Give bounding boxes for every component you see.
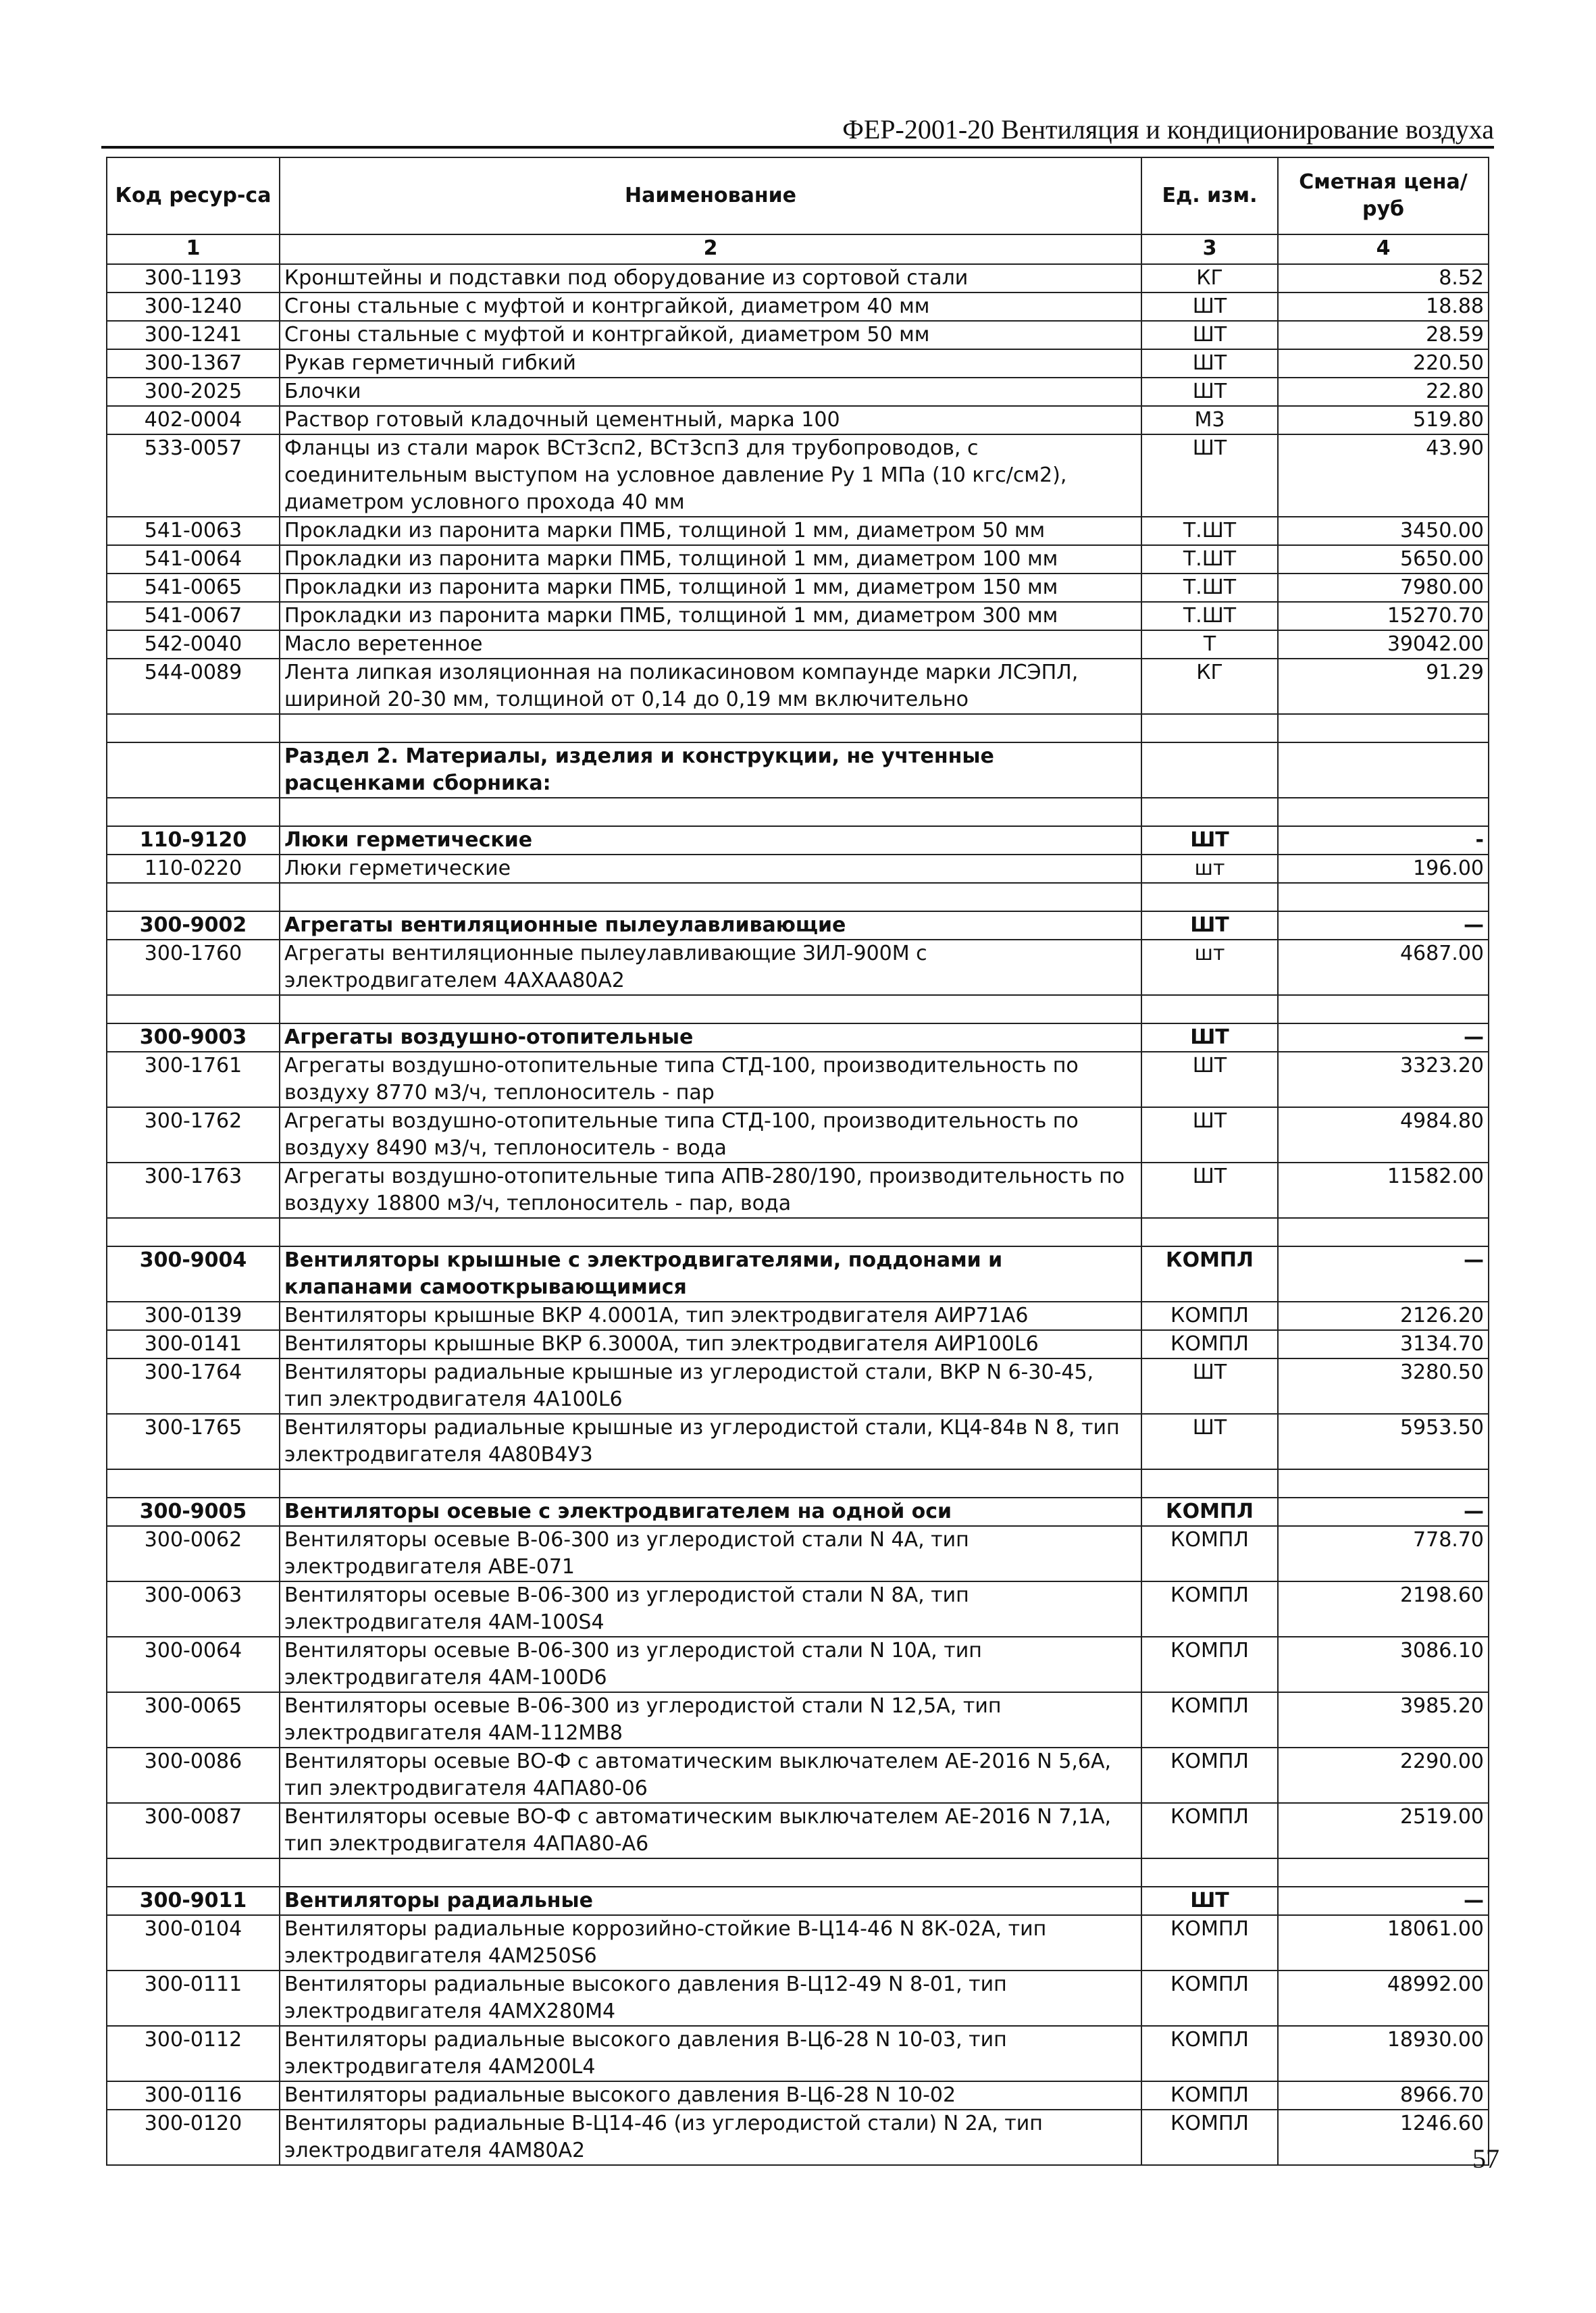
cell-name: Агрегаты воздушно-отопительные [280, 1023, 1141, 1052]
group-row [107, 1887, 1489, 1915]
cell-price: 5650.00 [1278, 545, 1489, 574]
cell-unit: КОМПЛ [1141, 2110, 1278, 2165]
table-row [107, 2026, 1489, 2081]
table-row [107, 293, 1489, 321]
cell-name: Агрегаты воздушно-отопительные типа АПВ-280/190, производительность по воздуху 18800 м3/ч, теплоноситель - пар, вода [280, 1163, 1141, 1218]
cell-price [1278, 883, 1489, 911]
cell-price [1278, 1858, 1489, 1887]
cell-price: — [1278, 1023, 1489, 1052]
cell-code [107, 1858, 280, 1887]
section-row [107, 742, 1489, 798]
cell-unit: ШТ [1141, 1163, 1278, 1218]
cell-code: 402-0004 [107, 406, 280, 434]
spacer-row [107, 1218, 1489, 1246]
cell-unit [1141, 798, 1278, 826]
table-header-row [107, 157, 1489, 234]
header-rule [101, 146, 1494, 149]
spacer-row [107, 1469, 1489, 1498]
group-row [107, 1498, 1489, 1526]
cell-price [1278, 1218, 1489, 1246]
table-row [107, 1330, 1489, 1358]
cell-code: 300-0064 [107, 1637, 280, 1692]
cell-unit: КОМПЛ [1141, 1915, 1278, 1971]
cell-name: Агрегаты воздушно-отопительные типа СТД-100, производительность по воздуху 8770 м3/ч, теплоноситель - пар [280, 1052, 1141, 1107]
cell-price: 18061.00 [1278, 1915, 1489, 1971]
cell-unit: Т.ШТ [1141, 574, 1278, 602]
cell-unit: КОМПЛ [1141, 1581, 1278, 1637]
cell-price: 39042.00 [1278, 630, 1489, 659]
cell-code: 300-1764 [107, 1358, 280, 1414]
cell-name: Агрегаты воздушно-отопительные типа СТД-100, производительность по воздуху 8490 м3/ч, теплоноситель - вода [280, 1107, 1141, 1163]
cell-price: 519.80 [1278, 406, 1489, 434]
cell-unit: шт [1141, 855, 1278, 883]
table-row [107, 2081, 1489, 2110]
cell-name [280, 1858, 1141, 1887]
table-row [107, 574, 1489, 602]
cell-price: 2126.20 [1278, 1302, 1489, 1330]
table-row [107, 2110, 1489, 2165]
cell-price: — [1278, 1887, 1489, 1915]
cell-price: 3985.20 [1278, 1692, 1489, 1748]
cell-code: 300-1760 [107, 940, 280, 995]
cell-code: 541-0063 [107, 517, 280, 545]
cell-code: 300-9003 [107, 1023, 280, 1052]
col-number-2: 2 [280, 234, 1141, 264]
cell-name: Люки герметические [280, 855, 1141, 883]
cell-name [280, 995, 1141, 1023]
cell-unit: ШТ [1141, 1107, 1278, 1163]
cell-code: 541-0065 [107, 574, 280, 602]
cell-price: 8966.70 [1278, 2081, 1489, 2110]
table-row [107, 1052, 1489, 1107]
cell-price: 1246.60 [1278, 2110, 1489, 2165]
table-row [107, 1803, 1489, 1858]
table-row [107, 378, 1489, 406]
cell-unit: ШТ [1141, 1414, 1278, 1469]
cell-price: 28.59 [1278, 321, 1489, 349]
col-header-price: Сметная цена/руб [1278, 157, 1489, 234]
cell-price: — [1278, 1498, 1489, 1526]
cell-code: 300-0063 [107, 1581, 280, 1637]
cell-name: Вентиляторы радиальные крышные из углеродистой стали, ВКР N 6-30-45, тип электродвигателя 4А100L6 [280, 1358, 1141, 1414]
cell-unit: КОМПЛ [1141, 1692, 1278, 1748]
cell-price: 778.70 [1278, 1526, 1489, 1581]
cell-name: Вентиляторы радиальные высокого давления В-Ц6-28 N 10-03, тип электродвигателя 4АМ200L4 [280, 2026, 1141, 2081]
spacer-row [107, 883, 1489, 911]
cell-code: 541-0067 [107, 602, 280, 630]
cell-unit: ШТ [1141, 321, 1278, 349]
cell-name: Раствор готовый кладочный цементный, марка 100 [280, 406, 1141, 434]
cell-code: 300-1765 [107, 1414, 280, 1469]
cell-code: 544-0089 [107, 659, 280, 714]
cell-price: 220.50 [1278, 349, 1489, 378]
cell-price: 48992.00 [1278, 1971, 1489, 2026]
group-row [107, 911, 1489, 940]
cell-price: 4687.00 [1278, 940, 1489, 995]
table-row [107, 1915, 1489, 1971]
cell-unit: ШТ [1141, 1023, 1278, 1052]
col-header-code: Код ресур-са [107, 157, 280, 234]
cell-unit: Т.ШТ [1141, 517, 1278, 545]
cell-unit: ШТ [1141, 1052, 1278, 1107]
table-row [107, 659, 1489, 714]
cell-name [280, 1218, 1141, 1246]
cell-price: 18930.00 [1278, 2026, 1489, 2081]
cell-unit [1141, 995, 1278, 1023]
table-row [107, 1358, 1489, 1414]
cell-code: 300-1240 [107, 293, 280, 321]
cell-name: Прокладки из паронита марки ПМБ, толщиной 1 мм, диаметром 50 мм [280, 517, 1141, 545]
cell-price: 5953.50 [1278, 1414, 1489, 1469]
cell-unit [1141, 742, 1278, 798]
cell-unit: КОМПЛ [1141, 1637, 1278, 1692]
table-row [107, 1748, 1489, 1803]
cell-name: Вентиляторы осевые В-06-300 из углеродистой стали N 12,5А, тип электродвигателя 4АМ-112МВ8 [280, 1692, 1141, 1748]
cell-code: 300-9005 [107, 1498, 280, 1526]
spacer-row [107, 995, 1489, 1023]
cell-name [280, 1469, 1141, 1498]
cell-unit [1141, 883, 1278, 911]
cell-name: Раздел 2. Материалы, изделия и конструкции, не учтенные расценками сборника: [280, 742, 1141, 798]
cell-unit: КОМПЛ [1141, 1498, 1278, 1526]
cell-unit: ШТ [1141, 349, 1278, 378]
cell-price [1278, 1469, 1489, 1498]
cell-code: 300-0104 [107, 1915, 280, 1971]
cell-name: Кронштейны и подставки под оборудование из сортовой стали [280, 264, 1141, 293]
table-row [107, 1692, 1489, 1748]
table-row [107, 349, 1489, 378]
col-number-4: 4 [1278, 234, 1489, 264]
cell-code: 300-9011 [107, 1887, 280, 1915]
cell-name: Масло веретенное [280, 630, 1141, 659]
cell-unit: шт [1141, 940, 1278, 995]
cell-name: Рукав герметичный гибкий [280, 349, 1141, 378]
cell-code [107, 714, 280, 742]
cell-price: 3134.70 [1278, 1330, 1489, 1358]
table-row [107, 1163, 1489, 1218]
cell-code [107, 1218, 280, 1246]
cell-unit: КОМПЛ [1141, 1971, 1278, 2026]
cell-price: 3450.00 [1278, 517, 1489, 545]
cell-unit: КОМПЛ [1141, 2026, 1278, 2081]
cell-unit: КОМПЛ [1141, 1748, 1278, 1803]
cell-name: Вентиляторы радиальные В-Ц14-46 (из углеродистой стали) N 2А, тип электродвигателя 4АМ80А2 [280, 2110, 1141, 2165]
table-row [107, 545, 1489, 574]
cell-name: Вентиляторы радиальные коррозийно-стойкие В-Ц14-46 N 8К-02А, тип электродвигателя 4АМ250S6 [280, 1915, 1141, 1971]
cell-code: 300-1762 [107, 1107, 280, 1163]
column-number-row [107, 234, 1489, 264]
col-header-unit: Ед. изм. [1141, 157, 1278, 234]
group-row [107, 1023, 1489, 1052]
cell-price: 2290.00 [1278, 1748, 1489, 1803]
table-row [107, 321, 1489, 349]
table-body [107, 264, 1489, 2165]
table-row [107, 264, 1489, 293]
table-row [107, 1302, 1489, 1330]
cell-name: Блочки [280, 378, 1141, 406]
cell-name: Сгоны стальные с муфтой и контргайкой, диаметром 40 мм [280, 293, 1141, 321]
cell-unit [1141, 714, 1278, 742]
table-row [107, 602, 1489, 630]
cell-price: 22.80 [1278, 378, 1489, 406]
cell-price [1278, 798, 1489, 826]
cell-unit: ШТ [1141, 378, 1278, 406]
spacer-row [107, 1858, 1489, 1887]
cell-unit: ШТ [1141, 293, 1278, 321]
table-row [107, 434, 1489, 517]
cell-name: Вентиляторы радиальные высокого давления В-Ц6-28 N 10-02 [280, 2081, 1141, 2110]
cell-name [280, 883, 1141, 911]
cell-name: Вентиляторы крышные с электродвигателями, поддонами и клапанами самооткрывающимися [280, 1246, 1141, 1302]
cell-name: Люки герметические [280, 826, 1141, 855]
table-row [107, 1971, 1489, 2026]
table-row [107, 940, 1489, 995]
cell-price: 8.52 [1278, 264, 1489, 293]
cell-name: Прокладки из паронита марки ПМБ, толщиной 1 мм, диаметром 300 мм [280, 602, 1141, 630]
cell-price [1278, 714, 1489, 742]
cell-price: — [1278, 911, 1489, 940]
cell-unit: ШТ [1141, 434, 1278, 517]
spacer-row [107, 798, 1489, 826]
cell-name: Вентиляторы крышные ВКР 6.3000А, тип электродвигателя АИР100L6 [280, 1330, 1141, 1358]
cell-code: 300-9004 [107, 1246, 280, 1302]
cell-name: Прокладки из паронита марки ПМБ, толщиной 1 мм, диаметром 150 мм [280, 574, 1141, 602]
cell-name: Вентиляторы осевые ВО-Ф с автоматическим выключателем АЕ-2016 N 5,6А, тип электродвигателя 4АПА80-06 [280, 1748, 1141, 1803]
cell-code: 300-0116 [107, 2081, 280, 2110]
cell-unit [1141, 1469, 1278, 1498]
cell-price: 11582.00 [1278, 1163, 1489, 1218]
cell-code: 300-1763 [107, 1163, 280, 1218]
cell-name: Лента липкая изоляционная на поликасиновом компаунде марки ЛСЭПЛ, шириной 20-30 мм, толщиной от 0,14 до 0,19 мм включительно [280, 659, 1141, 714]
page-header: ФЕР-2001-20 Вентиляция и кондиционирование воздуха [842, 114, 1494, 145]
table-row [107, 1637, 1489, 1692]
cell-price: 18.88 [1278, 293, 1489, 321]
col-number-1: 1 [107, 234, 280, 264]
cell-code: 541-0064 [107, 545, 280, 574]
resource-table [106, 157, 1489, 2166]
group-row [107, 1246, 1489, 1302]
col-number-3: 3 [1141, 234, 1278, 264]
cell-name: Вентиляторы осевые с электродвигателем на одной оси [280, 1498, 1141, 1526]
table-row [107, 1107, 1489, 1163]
cell-code: 300-0065 [107, 1692, 280, 1748]
cell-unit: КОМПЛ [1141, 1302, 1278, 1330]
table-row [107, 855, 1489, 883]
cell-price [1278, 742, 1489, 798]
cell-code [107, 995, 280, 1023]
cell-unit: ШТ [1141, 1887, 1278, 1915]
cell-code: 533-0057 [107, 434, 280, 517]
cell-unit: КОМПЛ [1141, 1246, 1278, 1302]
cell-code: 300-0111 [107, 1971, 280, 2026]
cell-price: — [1278, 1246, 1489, 1302]
cell-code: 300-0139 [107, 1302, 280, 1330]
cell-name: Вентиляторы радиальные высокого давления В-Ц12-49 N 8-01, тип электродвигателя 4АМХ280М4 [280, 1971, 1141, 2026]
cell-price: 196.00 [1278, 855, 1489, 883]
cell-code: 300-2025 [107, 378, 280, 406]
table-row [107, 1526, 1489, 1581]
cell-code: 300-1761 [107, 1052, 280, 1107]
cell-unit: КГ [1141, 264, 1278, 293]
cell-code: 110-9120 [107, 826, 280, 855]
cell-name: Сгоны стальные с муфтой и контргайкой, диаметром 50 мм [280, 321, 1141, 349]
cell-name: Вентиляторы осевые В-06-300 из углеродистой стали N 8А, тип электродвигателя 4АМ-100S4 [280, 1581, 1141, 1637]
cell-unit: КОМПЛ [1141, 1330, 1278, 1358]
cell-code [107, 883, 280, 911]
cell-name: Прокладки из паронита марки ПМБ, толщиной 1 мм, диаметром 100 мм [280, 545, 1141, 574]
cell-code: 300-1367 [107, 349, 280, 378]
cell-price: - [1278, 826, 1489, 855]
cell-price: 91.29 [1278, 659, 1489, 714]
cell-code: 300-0087 [107, 1803, 280, 1858]
cell-name [280, 798, 1141, 826]
spacer-row [107, 714, 1489, 742]
cell-name: Вентиляторы радиальные [280, 1887, 1141, 1915]
table-row [107, 630, 1489, 659]
cell-code: 300-9002 [107, 911, 280, 940]
cell-name: Вентиляторы осевые В-06-300 из углеродистой стали N 10А, тип электродвигателя 4АМ-100D6 [280, 1637, 1141, 1692]
table-row [107, 1581, 1489, 1637]
cell-price: 3280.50 [1278, 1358, 1489, 1414]
cell-name [280, 714, 1141, 742]
group-row [107, 826, 1489, 855]
table-row [107, 406, 1489, 434]
cell-code [107, 1469, 280, 1498]
cell-price [1278, 995, 1489, 1023]
cell-code: 300-0141 [107, 1330, 280, 1358]
cell-unit [1141, 1218, 1278, 1246]
cell-price: 3086.10 [1278, 1637, 1489, 1692]
cell-code: 110-0220 [107, 855, 280, 883]
cell-code: 300-0120 [107, 2110, 280, 2165]
cell-code [107, 798, 280, 826]
cell-unit: Т.ШТ [1141, 602, 1278, 630]
cell-price: 43.90 [1278, 434, 1489, 517]
cell-price: 3323.20 [1278, 1052, 1489, 1107]
cell-name: Вентиляторы радиальные крышные из углеродистой стали, КЦ4-84в N 8, тип электродвигателя 4А80В4У3 [280, 1414, 1141, 1469]
cell-name: Вентиляторы осевые В-06-300 из углеродистой стали N 4А, тип электродвигателя АВЕ-071 [280, 1526, 1141, 1581]
cell-price: 2519.00 [1278, 1803, 1489, 1858]
cell-unit: ШТ [1141, 826, 1278, 855]
cell-price: 2198.60 [1278, 1581, 1489, 1637]
cell-unit: Т [1141, 630, 1278, 659]
cell-code [107, 742, 280, 798]
cell-name: Фланцы из стали марок ВСт3сп2, ВСт3сп3 для трубопроводов, с соединительным выступом на условное давление Ру 1 МПа (10 кгс/см2), диаметром условного прохода 40 мм [280, 434, 1141, 517]
cell-name: Вентиляторы осевые ВО-Ф с автоматическим выключателем АЕ-2016 N 7,1А, тип электродвигателя 4АПА80-А6 [280, 1803, 1141, 1858]
cell-name: Агрегаты вентиляционные пылеулавливающие [280, 911, 1141, 940]
cell-code: 300-1241 [107, 321, 280, 349]
cell-unit: КГ [1141, 659, 1278, 714]
cell-unit: КОМПЛ [1141, 1526, 1278, 1581]
page-number: 57 [1472, 2143, 1499, 2174]
cell-name: Вентиляторы крышные ВКР 4.0001А, тип электродвигателя АИР71А6 [280, 1302, 1141, 1330]
cell-code: 300-0112 [107, 2026, 280, 2081]
cell-unit: М3 [1141, 406, 1278, 434]
table-row [107, 517, 1489, 545]
cell-code: 542-0040 [107, 630, 280, 659]
cell-price: 15270.70 [1278, 602, 1489, 630]
table-row [107, 1414, 1489, 1469]
col-header-name: Наименование [280, 157, 1141, 234]
cell-unit: КОМПЛ [1141, 2081, 1278, 2110]
cell-unit: ШТ [1141, 1358, 1278, 1414]
cell-unit: ШТ [1141, 911, 1278, 940]
cell-code: 300-1193 [107, 264, 280, 293]
cell-code: 300-0086 [107, 1748, 280, 1803]
cell-code: 300-0062 [107, 1526, 280, 1581]
cell-unit: КОМПЛ [1141, 1803, 1278, 1858]
cell-name: Агрегаты вентиляционные пылеулавливающие ЗИЛ-900М с электродвигателем 4АХАА80А2 [280, 940, 1141, 995]
cell-price: 7980.00 [1278, 574, 1489, 602]
cell-price: 4984.80 [1278, 1107, 1489, 1163]
cell-unit: Т.ШТ [1141, 545, 1278, 574]
cell-unit [1141, 1858, 1278, 1887]
